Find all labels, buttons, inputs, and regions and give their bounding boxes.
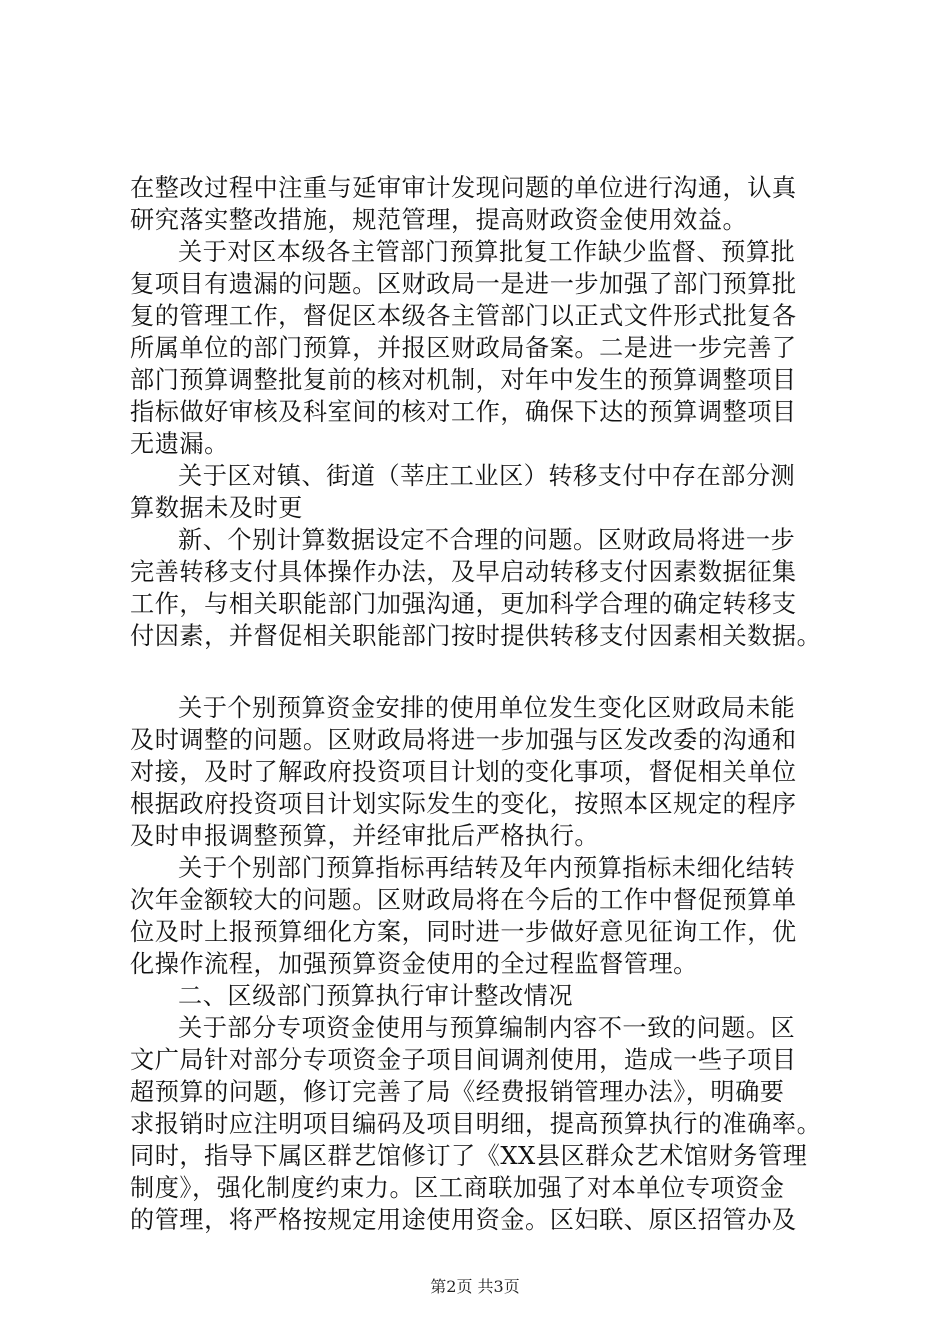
- text-line: 所属单位的部门预算，并报区财政局备案。二是进一步完善了: [130, 334, 797, 362]
- paragraph-gap: [130, 652, 840, 692]
- text-line: 对接，及时了解政府投资项目计划的变化事项，督促相关单位: [130, 758, 797, 786]
- text-line: 算数据未及时更: [130, 494, 303, 522]
- text-line: 位及时上报预算细化方案，同时进一步做好意见征询工作，优: [130, 918, 797, 946]
- paragraph-start: 新、个别计算数据设定不合理的问题。区财政局将进一步: [178, 526, 796, 554]
- text-line: 根据政府投资项目计划实际发生的变化，按照本区规定的程序: [130, 790, 797, 818]
- text-line: 复的管理工作，督促区本级各主管部门以正式文件形式批复各: [130, 302, 797, 330]
- text-line: 超预算的问题，修订完善了局《经费报销管理办法》，明确要: [130, 1078, 785, 1106]
- text-line: 付因素，并督促相关职能部门按时提供转移支付因素相关数据。: [130, 622, 822, 650]
- paragraph-start: 关于部分专项资金使用与预算编制内容不一致的问题。区: [178, 1014, 796, 1042]
- page-footer: 第2页 共3页: [430, 1277, 520, 1296]
- text-line: 研究落实整改措施，规范管理，提高财政资金使用效益。: [130, 206, 748, 234]
- text-line: 工作，与相关职能部门加强沟通，更加科学合理的确定转移支: [130, 590, 797, 618]
- text-line: 化操作流程，加强预算资金使用的全过程监督管理。: [130, 950, 698, 978]
- text-line: 的管理，将严格按规定用途使用资金。区妇联、原区招管办及: [130, 1206, 797, 1234]
- text-line: 求报销时应注明项目编码及项目明细，提高预算执行的准确率。: [130, 1110, 822, 1138]
- text-line: 指标做好审核及科室间的核对工作，确保下达的预算调整项目: [130, 398, 797, 426]
- paragraph-start: 关于个别部门预算指标再结转及年内预算指标未细化结转: [178, 854, 796, 882]
- text-line: 制度》，强化制度约束力。区工商联加强了对本单位专项资金: [130, 1174, 785, 1202]
- text-line: 部门预算调整批复前的核对机制，对年中发生的预算调整项目: [130, 366, 797, 394]
- text-line: 次年金额较大的问题。区财政局将在今后的工作中督促预算单: [130, 886, 797, 914]
- text-line: 完善转移支付具体操作办法，及早启动转移支付因素数据征集: [130, 558, 797, 586]
- text-line: 无遗漏。: [130, 430, 229, 458]
- paragraph-start: 关于区对镇、街道（莘庄工业区）转移支付中存在部分测: [178, 462, 796, 490]
- text-line: 及时申报调整预算，并经审批后严格执行。: [130, 822, 600, 850]
- text-line: 在整改过程中注重与延审审计发现问题的单位进行沟通，认真: [130, 174, 797, 202]
- text-line: 同时，指导下属区群艺馆修订了《XX县区群众艺术馆财务管理: [130, 1142, 808, 1170]
- paragraph-start: 关于对区本级各主管部门预算批复工作缺少监督、预算批: [178, 238, 796, 266]
- paragraph-start: 关于个别预算资金安排的使用单位发生变化区财政局未能: [178, 694, 796, 722]
- document-body: [130, 172, 840, 1236]
- text-line: 复项目有遗漏的问题。区财政局一是进一步加强了部门预算批: [130, 270, 797, 298]
- section-heading: 二、区级部门预算执行审计整改情况: [178, 982, 574, 1010]
- text-line: 文广局针对部分专项资金子项目间调剂使用，造成一些子项目: [130, 1046, 797, 1074]
- text-line: 及时调整的问题。区财政局将进一步加强与区发改委的沟通和: [130, 726, 797, 754]
